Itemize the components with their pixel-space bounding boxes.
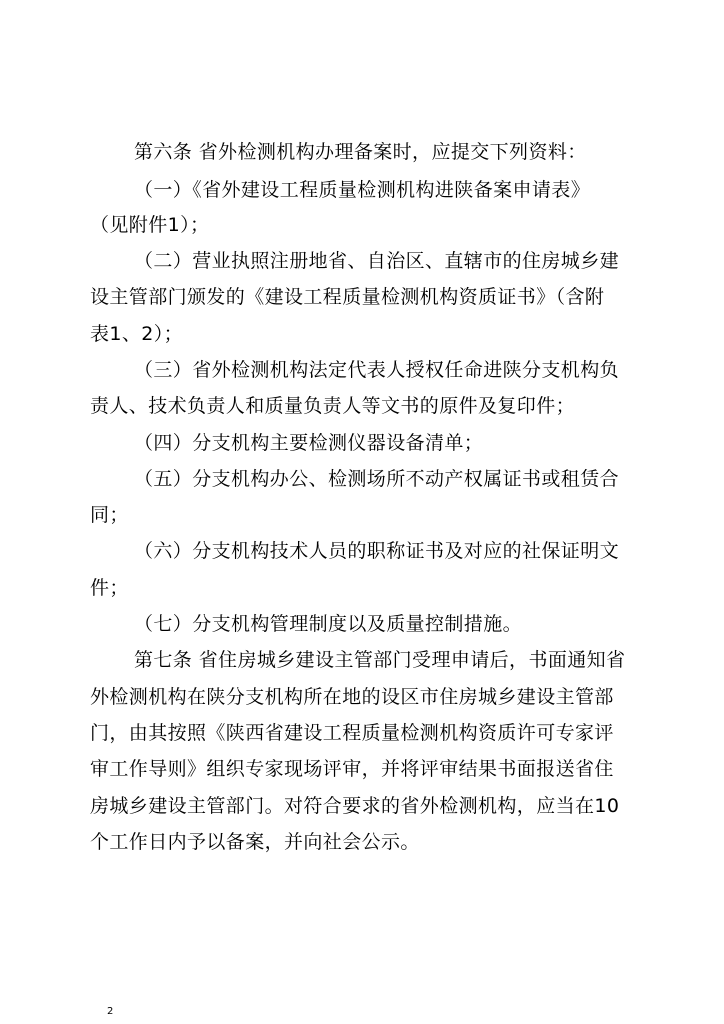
article-7-line-6: 个工作日内予以备案，并向社会公示。 — [90, 831, 420, 853]
article-6-heading: 第六条 省外检测机构办理备案时，应提交下列资料： — [134, 141, 587, 163]
item-2-line-2: 设主管部门颁发的《建设工程质量检测机构资质证书》（含附 — [90, 286, 605, 308]
item-3-line-1: （三）省外检测机构法定代表人授权任命进陕分支机构负 — [134, 359, 620, 381]
item-3-line-2: 责人、技术负责人和质量负责人等文书的原件及复印件； — [90, 395, 576, 417]
item-1-line-2: （见附件1）； — [90, 214, 210, 236]
item-5-line-2: 同； — [90, 504, 129, 526]
item-2-line-3: 表1、2）； — [90, 323, 184, 345]
item-6-line-1: （六）分支机构技术人员的职称证书及对应的社保证明文 — [134, 540, 620, 562]
item-5-line-1: （五）分支机构办公、检测场所不动产权属证书或租赁合 — [134, 468, 620, 490]
article-7-line-5: 房城乡建设主管部门。对符合要求的省外检测机构，应当在10 — [90, 795, 620, 817]
article-7-line-4: 审工作导则》组织专家现场评审，并将评审结果书面报送省住 — [90, 758, 614, 780]
page-number: 2 — [107, 1006, 114, 1017]
article-7-line-2: 外检测机构在陕分支机构所在地的设区市住房城乡建设主管部 — [90, 686, 614, 708]
item-4: （四）分支机构主要检测仪器设备清单； — [134, 432, 484, 454]
item-6-line-2: 件； — [90, 577, 129, 599]
article-7-line-3: 门，由其按照《陕西省建设工程质量检测机构资质许可专家评 — [90, 722, 614, 744]
article-7-line-1: 第七条 省住房城乡建设主管部门受理申请后，书面通知省 — [134, 649, 626, 671]
item-1-line-1: （一）《省外建设工程质量检测机构进陕备案申请表》 — [134, 179, 591, 201]
item-7: （七）分支机构管理制度以及质量控制措施。 — [134, 613, 523, 635]
item-2-line-1: （二）营业执照注册地省、自治区、直辖市的住房城乡建 — [134, 250, 620, 272]
